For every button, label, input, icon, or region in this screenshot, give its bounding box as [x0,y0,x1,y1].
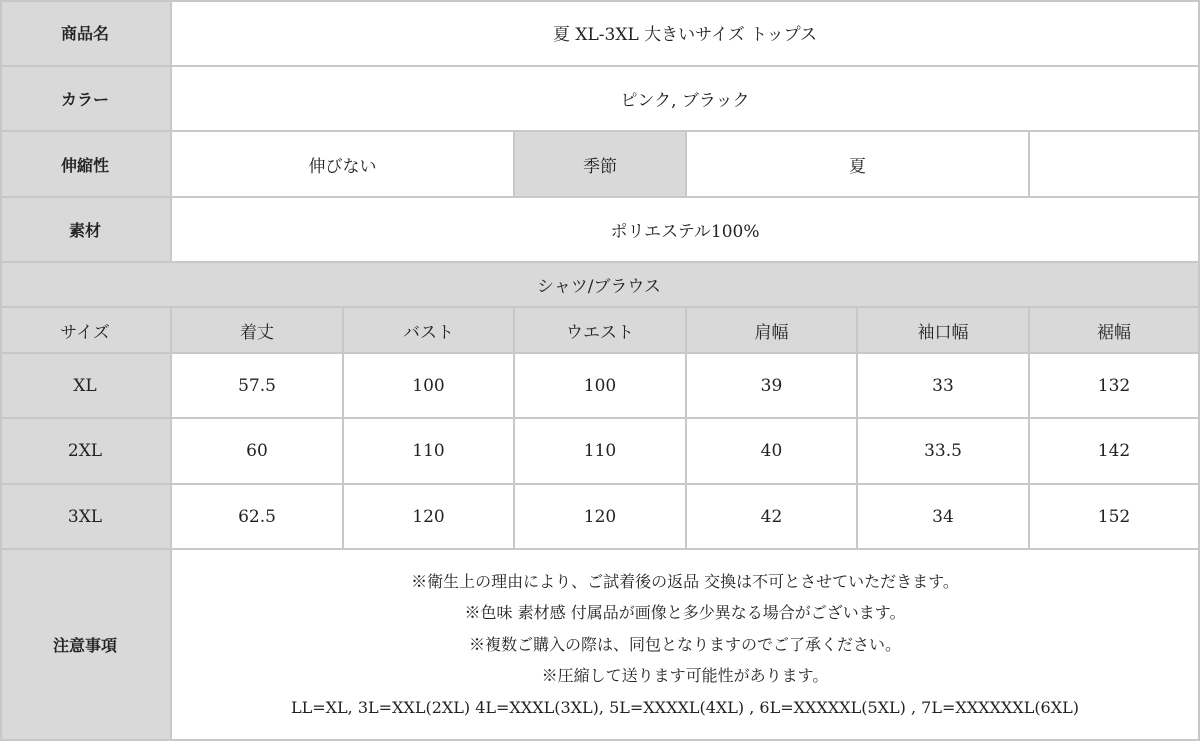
stretch-value: 伸びない [172,132,515,198]
column-header-hem: 裾幅 [1030,308,1200,354]
product-name-value: 夏 XL-3XL 大きいサイズ トップス [172,0,1200,67]
table-cell: 62.5 [172,485,344,550]
table-cell: 152 [1030,485,1200,550]
table-cell: 34 [858,485,1030,550]
table-cell: 33 [858,354,1030,419]
table-cell: 132 [1030,354,1200,419]
column-header-size: サイズ [0,308,172,354]
empty-cell [1030,132,1200,198]
product-name-label: 商品名 [0,0,172,67]
table-cell: 100 [344,354,515,419]
column-header-bust: バスト [344,308,515,354]
stretch-label: 伸縮性 [0,132,172,198]
note-line: ※色味 素材感 付属品が画像と多少異なる場合がございます。 [464,603,906,623]
table-cell: 120 [515,485,687,550]
season-label: 季節 [515,132,687,198]
column-header-shoulder: 肩幅 [687,308,858,354]
season-value: 夏 [687,132,1030,198]
column-header-cuff: 袖口幅 [858,308,1030,354]
column-header-length: 着丈 [172,308,344,354]
size-section-title: シャツ/ブラウス [0,263,1200,308]
table-cell: 57.5 [172,354,344,419]
table-cell: 39 [687,354,858,419]
table-cell: 110 [515,419,687,485]
note-line: ※圧縮して送ります可能性があります。 [541,666,829,686]
size-row-label: XL [0,354,172,419]
size-row-label: 2XL [0,419,172,485]
table-cell: 100 [515,354,687,419]
note-line: ※複数ご購入の際は、同包となりますのでご了承ください。 [468,634,901,654]
color-label: カラー [0,67,172,132]
material-label: 素材 [0,198,172,263]
note-line: ※衛生上の理由により、ご試着後の返品 交換は不可とさせていただきます。 [411,571,959,591]
table-cell: 142 [1030,419,1200,485]
color-value: ピンク, ブラック [172,67,1200,132]
table-cell: 40 [687,419,858,485]
table-cell: 42 [687,485,858,550]
size-conversion-line: LL=XL, 3L=XXL(2XL) 4L=XXXL(3XL), 5L=XXXXL(4XL) , 6L=XXXXXL(5XL) , 7L=XXXXXXL(6XL) [290,697,1079,717]
table-cell: 60 [172,419,344,485]
notes-label: 注意事項 [0,550,172,741]
column-header-waist: ウエスト [515,308,687,354]
material-value: ポリエステル100% [172,198,1200,263]
size-row-label: 3XL [0,485,172,550]
notes-content [172,550,1200,741]
table-cell: 110 [344,419,515,485]
table-cell: 33.5 [858,419,1030,485]
table-cell: 120 [344,485,515,550]
